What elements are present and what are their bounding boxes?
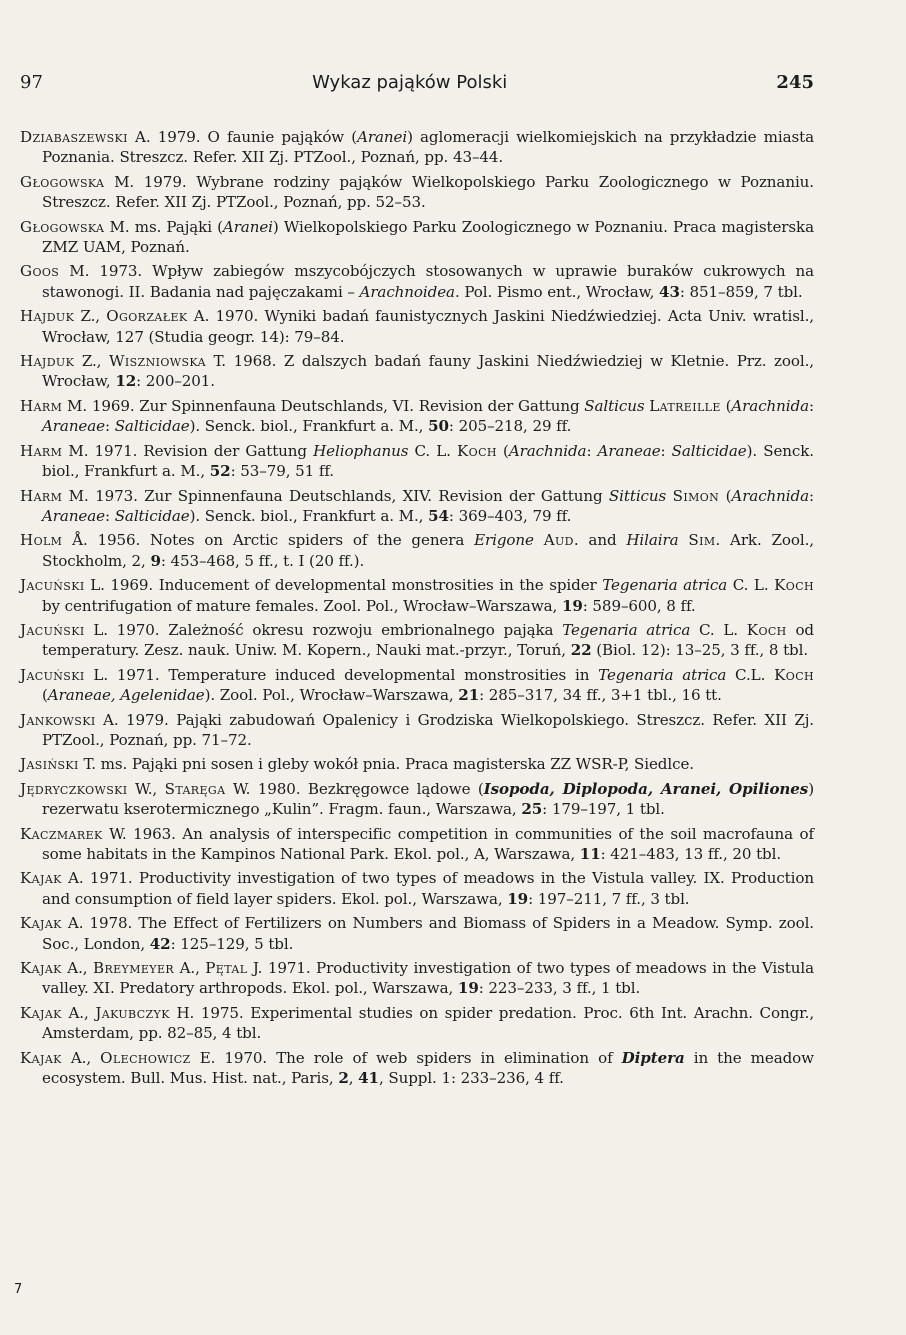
entry-text: A., bbox=[61, 1003, 96, 1022]
entry-text: Arachnida bbox=[731, 396, 809, 415]
entry-text: W. 1963. An analysis of interspecific competition in communities of the soil macrofauna of some habitats in the Kampinos National Park. Ekol. pol., A, Warszawa, bbox=[42, 824, 814, 863]
entry-text: A. 1979. Pająki zabudowań Opalenicy i Grodziska Wielkopolskiego. Streszcz. Refer. XII Zj. PTZool., Poznań, pp. 71–72. bbox=[42, 710, 814, 749]
entry-text: 11 bbox=[579, 845, 601, 863]
bibliography-entry bbox=[20, 620, 814, 661]
author-name: Kajak bbox=[20, 914, 62, 933]
entry-text: : 421–483, 13 ff., 20 tbl. bbox=[600, 845, 782, 863]
entry-text: Arachnida bbox=[731, 486, 809, 505]
entry-text: Heliophanus bbox=[313, 441, 409, 460]
author-name: Kaczmarek bbox=[20, 824, 103, 843]
entry-text: : 285–317, 34 ff., 3+1 tbl., 16 tt. bbox=[479, 686, 722, 705]
entry-text: ). Senck. biol., Frankfurt a. M., bbox=[189, 506, 429, 525]
entry-text: Araneae, Agelenidae bbox=[47, 686, 205, 705]
bibliography-entry bbox=[20, 710, 814, 751]
entry-text: Salticidae bbox=[114, 506, 190, 525]
entry-text: Salticidae bbox=[114, 417, 190, 436]
entry-text: E. 1970. The role of web spiders in elimination of bbox=[190, 1048, 622, 1067]
entry-text: : 200–201. bbox=[136, 372, 215, 391]
entry-text: M. ms. Pająki ( bbox=[104, 217, 223, 236]
entry-text: A. 1978. The Effect of Fertilizers on Numbers and Biomass of Spiders in a Meadow. Symp. zool. Soc., London, bbox=[42, 914, 814, 953]
author-name: Hajduk bbox=[20, 352, 75, 371]
entry-text: od temperatury. Zesz. nauk. Uniw. M. Kopern., Nauki mat.-przyr., Toruń, bbox=[42, 620, 814, 660]
author-name: Jacuński bbox=[20, 576, 85, 595]
author-name: Głogowska bbox=[20, 172, 105, 191]
author-name: Harm bbox=[20, 396, 63, 415]
bibliography-entry bbox=[20, 754, 814, 774]
bibliography-entry bbox=[20, 396, 814, 437]
entry-text: ) rezerwatu kserotermicznego „Kulin”. Fragm. faun., Warszawa, bbox=[42, 779, 815, 819]
entry-text: : 589–600, 8 ff. bbox=[582, 596, 696, 615]
bibliography-list bbox=[20, 127, 814, 1092]
entry-text: Tegenaria atrica bbox=[562, 620, 691, 639]
bibliography-entry bbox=[20, 913, 814, 954]
author-name: Kajak bbox=[20, 869, 62, 888]
entry-text: A., bbox=[61, 1048, 101, 1067]
entry-text: A. 1970. Wyniki badań faunistycznych Jaskini Niedźwiedziej. Acta Univ. wratisl., Wrocław, 127 (Studia geogr. 14): 79–84. bbox=[42, 307, 814, 346]
entry-text: . and bbox=[573, 531, 627, 550]
entry-text: 19 bbox=[507, 889, 529, 908]
entry-text: L. 1969. Inducement of developmental monstrosities in the spider bbox=[84, 576, 603, 595]
entry-text: T. 1968. Z dalszych badań fauny Jaskini Niedźwiedziej w Kletnie. Prz. zool., Wrocław, bbox=[42, 352, 814, 391]
entry-text: by centrifugation of mature females. Zool. Pol., Wrocław–Warszawa, bbox=[42, 596, 562, 615]
entry-text: , Suppl. 1: 233–236, 4 ff. bbox=[378, 1069, 564, 1088]
entry-text: 52 bbox=[209, 462, 231, 481]
entry-text: T. ms. Pająki pni sosen i gleby wokół pnia. Praca magisterska ZZ WSR-P, Siedlce. bbox=[78, 755, 694, 774]
entry-text: : 179–197, 1 tbl. bbox=[542, 800, 665, 819]
bibliography-entry bbox=[20, 441, 814, 482]
left-page-number: 97 bbox=[20, 72, 43, 93]
author-name: Sim bbox=[688, 531, 716, 550]
entry-text: : 453–468, 5 ff., t. I (20 ff.). bbox=[160, 551, 365, 570]
entry-text: ) aglomeracji wielkomiejskich na przykładzie miasta Poznania. Streszcz. Refer. XII Zj. PTZool., Poznań, pp. 43–44. bbox=[42, 128, 814, 167]
entry-text: M. 1979. Wybrane rodziny pająków Wielkopolskiego Parku Zoologicznego w Poznaniu. Streszcz. Refer. XII Zj. PTZool., Poznań, pp. 52–53. bbox=[42, 172, 814, 212]
author-name: Ogorzałek bbox=[106, 307, 188, 326]
bibliography-entry bbox=[20, 868, 814, 909]
running-header bbox=[20, 72, 814, 93]
entry-text: 12 bbox=[115, 372, 137, 391]
author-name: Koch bbox=[774, 665, 814, 684]
entry-text: C. L. bbox=[727, 576, 775, 595]
entry-text: : 53–79, 51 ff. bbox=[230, 462, 334, 481]
entry-text: 22 bbox=[570, 641, 592, 660]
entry-text: Tegenaria atrica bbox=[598, 665, 727, 684]
entry-text: Arachnida bbox=[508, 441, 587, 460]
entry-text: . Pol. Pismo ent., Wrocław, bbox=[454, 282, 660, 301]
author-name: Kajak bbox=[20, 959, 62, 978]
author-name: Jakubczyk bbox=[95, 1003, 170, 1022]
entry-text: : bbox=[660, 441, 672, 460]
entry-text: ( bbox=[496, 441, 509, 460]
entry-text: Arachnoidea bbox=[359, 282, 455, 301]
entry-text: 21 bbox=[458, 686, 480, 705]
entry-text: Salticidae bbox=[671, 441, 747, 460]
entry-text: 25 bbox=[521, 800, 543, 819]
entry-text: 41 bbox=[358, 1069, 379, 1088]
author-name: Jacuński bbox=[20, 665, 85, 684]
entry-text: ). Senck. biol., Frankfurt a. M., bbox=[189, 417, 429, 436]
bibliography-entry bbox=[20, 127, 814, 168]
author-name: Harm bbox=[20, 441, 63, 460]
entry-text: 19 bbox=[457, 979, 479, 998]
author-name: Koch bbox=[746, 620, 787, 639]
author-name: Koch bbox=[457, 441, 497, 460]
author-name: Wiszniowska bbox=[108, 352, 206, 371]
entry-text: : 125–129, 5 tbl. bbox=[170, 934, 294, 953]
entry-text: . Ark. Zool., Stockholm, 2, bbox=[42, 531, 814, 570]
bibliography-entry bbox=[20, 530, 814, 571]
entry-text: Tegenaria atrica bbox=[602, 576, 728, 595]
bibliography-entry bbox=[20, 1048, 814, 1089]
entry-text: in the meadow ecosystem. Bull. Mus. Hist. nat., Paris, bbox=[42, 1048, 814, 1088]
entry-text: : 205–218, 29 ff. bbox=[448, 417, 572, 436]
author-name: Jacuński bbox=[20, 620, 85, 639]
author-name: Jędryczkowski bbox=[20, 779, 128, 798]
entry-text: L. 1970. Zależność okresu rozwoju embrionalnego pająka bbox=[84, 620, 563, 639]
entry-text: Araneae bbox=[42, 417, 105, 436]
entry-text: : bbox=[808, 396, 814, 415]
author-name: Harm bbox=[20, 486, 63, 505]
bibliography-entry bbox=[20, 779, 814, 820]
entry-text: Hilaira bbox=[626, 531, 679, 550]
entry-text: : bbox=[586, 441, 598, 460]
author-name: Simon bbox=[672, 486, 720, 505]
bibliography-entry bbox=[20, 306, 814, 347]
entry-text: Aranei bbox=[222, 217, 273, 236]
entry-text: ). Zool. Pol., Wrocław–Warszawa, bbox=[204, 686, 459, 705]
entry-text: ( bbox=[719, 486, 732, 505]
entry-text: : 197–211, 7 ff., 3 tbl. bbox=[528, 889, 690, 908]
entry-text: Araneae bbox=[597, 441, 661, 460]
entry-text: ( bbox=[720, 396, 732, 415]
entry-text: A. 1979. O faunie pająków ( bbox=[127, 128, 358, 146]
entry-text: W., bbox=[127, 779, 165, 798]
entry-text: (Biol. 12): 13–25, 3 ff., 8 tbl. bbox=[591, 641, 809, 660]
bibliography-entry bbox=[20, 486, 814, 527]
author-name: Jankowski bbox=[20, 710, 96, 729]
entry-text: 9 bbox=[150, 551, 161, 570]
entry-text bbox=[534, 531, 544, 549]
entry-text: 50 bbox=[428, 417, 449, 436]
bibliography-entry bbox=[20, 824, 814, 865]
author-name: Latreille bbox=[649, 396, 721, 415]
bibliography-entry bbox=[20, 217, 814, 258]
entry-text: W. 1980. Bezkręgowce lądowe ( bbox=[225, 779, 484, 798]
author-name: Pętal bbox=[205, 959, 248, 978]
entry-text: : bbox=[809, 486, 814, 505]
bibliography-entry bbox=[20, 261, 814, 302]
entry-text: J. 1971. Productivity investigation of two types of meadows in the Vistula valley. XI. Predatory arthropods. Ekol. pol., Warszawa, bbox=[42, 959, 814, 998]
author-name: Kajak bbox=[20, 1048, 62, 1067]
entry-text: , bbox=[348, 1069, 359, 1088]
author-name: Jasiński bbox=[20, 755, 79, 774]
entry-text: 19 bbox=[561, 596, 583, 615]
entry-text: H. 1975. Experimental studies on spider predation. Proc. 6th Int. Arachn. Congr., Amsterdam, pp. 82–85, 4 tbl. bbox=[42, 1003, 815, 1043]
author-name: Olechowicz bbox=[100, 1048, 191, 1067]
bibliography-entry bbox=[20, 172, 814, 213]
entry-text: A. 1971. Productivity investigation of two types of meadows in the Vistula valley. IX. Production and consumption of field layer spiders. Ekol. pol., Warszawa, bbox=[42, 869, 814, 908]
entry-text: Araneae bbox=[42, 506, 105, 525]
entry-text: L. 1971. Temperature induced developmental monstrosities in bbox=[84, 665, 599, 684]
author-name: Breymeyer bbox=[92, 959, 175, 978]
entry-text: M. 1971. Revision der Gattung bbox=[62, 441, 314, 460]
bibliography-entry bbox=[20, 958, 814, 999]
entry-text: Isopoda, Diplopoda, Aranei, Opiliones bbox=[483, 779, 809, 798]
entry-text: M. 1973. Wpływ zabiegów mszycobójczych stosowanych w uprawie buraków cukrowych na stawonogi. II. Badania nad pajęczakami – bbox=[42, 262, 814, 301]
entry-text: 42 bbox=[149, 934, 171, 953]
entry-text: Z., bbox=[74, 307, 107, 326]
bibliography-entry bbox=[20, 665, 814, 706]
author-name: Aud bbox=[543, 531, 574, 550]
entry-text: : 223–233, 3 ff., 1 tbl. bbox=[478, 979, 641, 998]
entry-text: A., bbox=[174, 959, 206, 978]
entry-text: ). Senck. biol., Frankfurt a. M., bbox=[42, 441, 814, 481]
entry-text: Z., bbox=[74, 352, 109, 371]
entry-text: : 369–403, 79 ff. bbox=[448, 506, 572, 525]
entry-text: : bbox=[105, 417, 115, 436]
entry-text: C. L. bbox=[690, 620, 747, 639]
entry-text: ) Wielkopolskiego Parku Zoologicznego w Poznaniu. Praca magisterska ZMZ UAM, Poznań. bbox=[42, 217, 814, 257]
page-number: 245 bbox=[776, 72, 814, 93]
author-name: Koch bbox=[774, 576, 815, 595]
author-name: Kajak bbox=[20, 1003, 62, 1022]
entry-text: : 851–859, 7 tbl. bbox=[679, 282, 803, 301]
signature-mark: 7 bbox=[14, 1282, 23, 1297]
entry-text: ( bbox=[42, 686, 48, 705]
entry-text: Sitticus bbox=[608, 486, 667, 505]
entry-text: M. 1973. Zur Spinnenfauna Deutschlands, XIV. Revision der Gattung bbox=[62, 486, 609, 505]
author-name: Holm bbox=[20, 531, 63, 550]
entry-text: A., bbox=[61, 959, 93, 978]
entry-text: C. L. bbox=[408, 441, 457, 460]
entry-text: 54 bbox=[428, 506, 449, 525]
bibliography-entry bbox=[20, 1003, 814, 1044]
entry-text: Aranei bbox=[357, 128, 408, 146]
author-name: Głogowska bbox=[20, 217, 105, 236]
author-name: Hajduk bbox=[20, 307, 75, 326]
entry-text: Å. 1956. Notes on Arctic spiders of the genera bbox=[62, 531, 475, 550]
entry-text: 43 bbox=[659, 282, 680, 301]
author-name: Dziabaszewski bbox=[20, 128, 128, 146]
author-name: Goos bbox=[20, 262, 60, 281]
running-title: Wykaz pająków Polski bbox=[312, 72, 508, 93]
entry-text: Salticus bbox=[584, 396, 645, 415]
author-name: Staręga bbox=[164, 779, 226, 798]
entry-text: Erigone bbox=[474, 531, 534, 550]
entry-text bbox=[679, 531, 689, 549]
bibliography-entry bbox=[20, 351, 814, 392]
entry-text: : bbox=[105, 506, 115, 525]
entry-text: C.L. bbox=[726, 665, 775, 684]
entry-text: Diptera bbox=[621, 1048, 685, 1067]
entry-text: 2 bbox=[338, 1069, 349, 1088]
entry-text: M. 1969. Zur Spinnenfauna Deutschlands, VI. Revision der Gattung bbox=[62, 396, 585, 415]
bibliography-entry bbox=[20, 575, 814, 616]
